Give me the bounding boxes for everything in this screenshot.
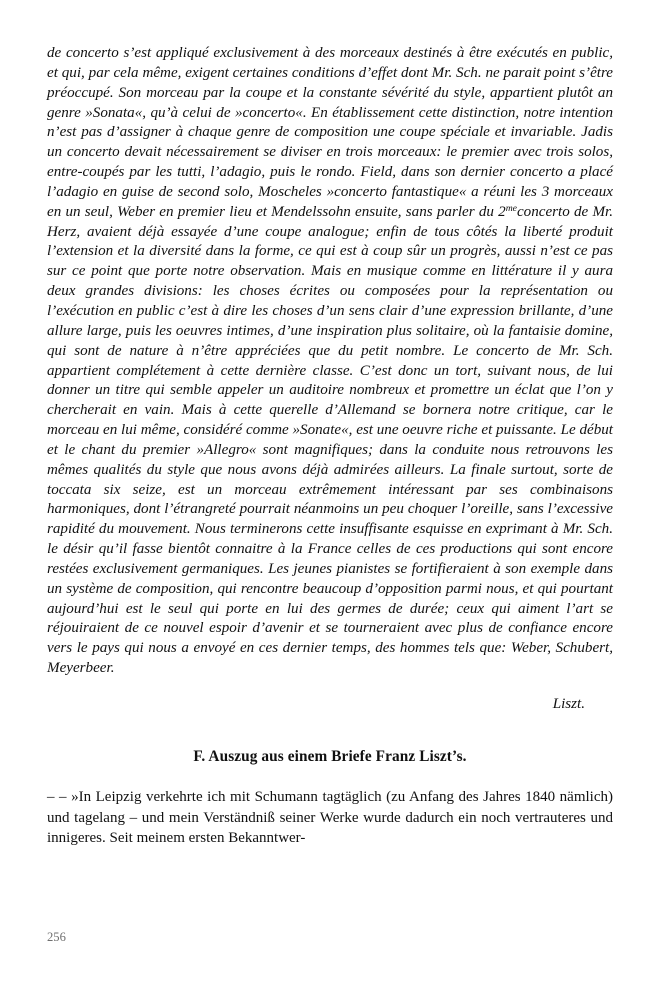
ordinal-number: 2 [498,203,506,220]
german-paragraph: – – »In Leipzig verkehrte ich mit Schumann tagtäglich (zu Anfang des Jahres 1840 nämlich) und tagelang – und mein Verständniß seiner Werke wurde dadurch ein noch vertrauteres und innigeres. Seit meinem ersten Bekanntwer- [47,789,613,847]
ordinal-suffix: me [505,202,517,214]
main-paragraph-part-2: concerto de Mr. Herz, avaient déjà essayée d’une coupe analogue; enfin de tous côtés la liberté produit l’extension et la diversité dans la forme, ce qui est à coup sûr un progrès, aussi n’est ce pas sur ce point que porte notre observation. Mais en musique comme en littérature il y aura deux grandes divisions: les choses écrites ou composées pour la représentation ou l’exécution en public c’est à dire les choses d’un sens clair d’une expression brillante, d’une allure large, puis les oeuvres intimes, d’une inspiration plus solitaire, où la fantaisie domine, qui sont de nature à n’être appréciées que du petit nombre. Le concerto de Mr. Sch. appartient complétement à cette dernière classe. C’est donc un tort, suivant nous, de lui donner un titre qui semble appeler un auditoire nombreux et promettre un éclat que l’on y chercherait en vain. Mais à cette querelle d’Allemand se bornera notre critique, car le morceau en lui même, considéré comme »Sonate«, est une oeuvre riche et puissante. Le début et le chant du premier »Allegro« sont magnifiques; dans la conduite nous retrouvons les mêmes qualités du style que nous avons déjà admirées ailleurs. La finale surtout, sorte de toccata six seize, est un morceau extrêmement intéressant par ses combinaisons harmoniques, dont l’étrangreté pourrait néanmoins un peu choquer l’oreille, sans l’excessive rapidité du mouvement. Nous terminerons cette insuffisante esquisse en exprimant à Mr. Sch. le désir qu’il fasse bientôt connaitre à la France celles de ces productions qui sont encore restées exclusivement germaniques. Les jeunes pianistes se fortifieraient à son exemple dans un système de composition, qui rencontre beaucoup d’opposition parmi nous, et qui pourtant aujourd’hui est le seul qui porte en lui des germes de durée; ceux qui aiment l’art se réjouiraient de ce nouvel espoir d’avenir et se tourneraient avec plus de confiance encore vers le pays qui nous a envoyé en ces dernier temps, des hommes tels que: Weber, Schubert, Meyerbeer. [47,203,614,677]
author-signature: Liszt. [552,696,585,712]
ordinal-number-group [498,204,517,220]
section-heading: F. Auszug aus einem Briefe Franz Liszt’s. [193,748,467,765]
page-number: 256 [47,930,66,944]
main-paragraph [47,44,613,679]
main-paragraph-part-1: de concerto s’est appliqué exclusivement à des morceaux destinés à être exécutés en public, et qui, par cela même, exigent certaines conditions d’effet dont Mr. Sch. ne parait point s’être préoccupé. Son morceau par la coupe et la constante sévérité du style, appartient plutôt an genre »Sonata«, qu’à celui de »concerto«. En établissement cette distinction, notre intention n’est pas d’assigner à chaque genre de composition une coupe spéciale et invariable. Jadis un concerto devait nécessairement se diviser en trois morceaux: le premier avec trois solos, entre-coupés par les tutti, l’adagio, puis le rondo. Field, dans son dernier concerto a placé l’adagio en guise de second solo, Moscheles »concerto fantastique« a réuni les 3 morceaux en un seul, Weber en premier lieu et Mendelssohn ensuite, sans parler du [47,45,613,220]
